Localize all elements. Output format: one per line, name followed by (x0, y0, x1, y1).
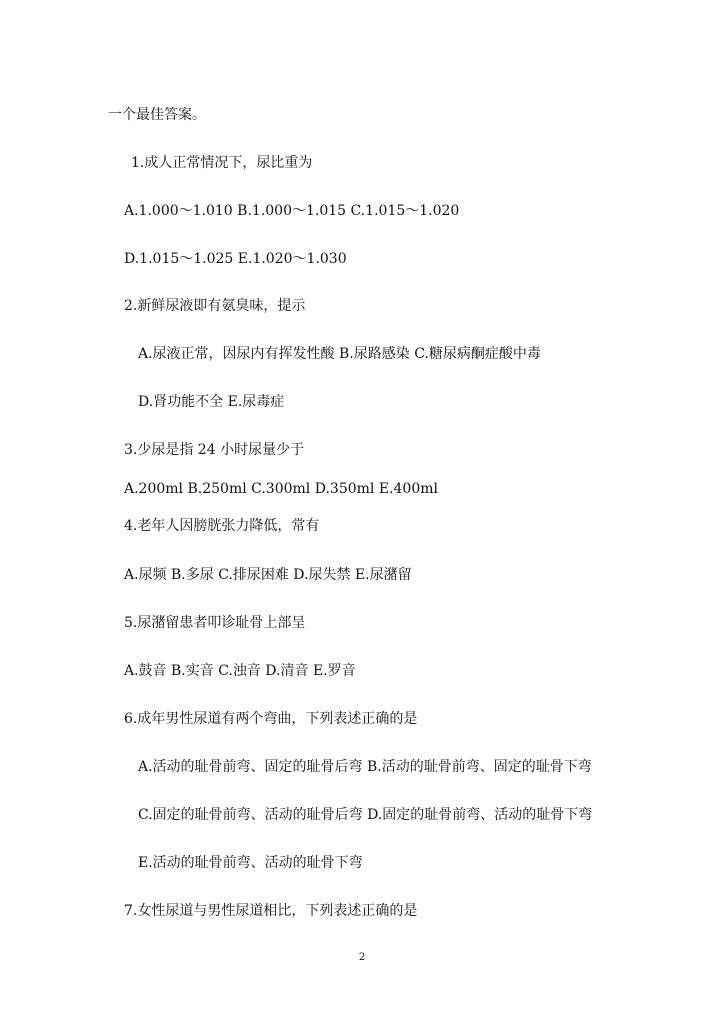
question-6-option-e: E.活动的耻骨前弯、活动的耻骨下弯 (138, 855, 363, 871)
question-7: 7.女性尿道与男性尿道相比，下列表述正确的是 (124, 903, 418, 919)
question-2: 2.新鲜尿液即有氨臭味，提示 (124, 298, 306, 314)
question-3-options: A.200ml B.250ml C.300ml D.350ml E.400ml (124, 481, 438, 497)
page-number: 2 (358, 952, 366, 963)
question-5-options: A.鼓音 B.实音 C.浊音 D.清音 E.罗音 (124, 663, 356, 679)
question-2-options-a-c: A.尿液正常，因尿内有挥发性酸 B.尿路感染 C.糖尿病酮症酸中毒 (138, 346, 541, 362)
question-1: 1.成人正常情况下，尿比重为 (131, 155, 313, 171)
question-3: 3.少尿是指 24 小时尿量少于 (124, 442, 305, 458)
question-5: 5.尿潴留患者叩诊耻骨上部呈 (124, 615, 306, 631)
question-4-options: A.尿频 B.多尿 C.排尿困难 D.尿失禁 E.尿潴留 (124, 567, 412, 583)
question-2-options-d-e: D.肾功能不全 E.尿毒症 (138, 394, 285, 410)
question-6: 6.成年男性尿道有两个弯曲，下列表述正确的是 (124, 711, 418, 727)
question-1-options-a-c: A.1.000～1.010 B.1.000～1.015 C.1.015～1.020 (124, 203, 460, 219)
question-1-options-d-e: D.1.015～1.025 E.1.020～1.030 (124, 251, 347, 267)
question-6-options-c-d: C.固定的耻骨前弯、活动的耻骨后弯 D.固定的耻骨前弯、活动的耻骨下弯 (138, 807, 593, 823)
question-6-options-a-b: A.活动的耻骨前弯、固定的耻骨后弯 B.活动的耻骨前弯、固定的耻骨下弯 (138, 759, 592, 775)
section-instruction: 一个最佳答案。 (108, 107, 206, 123)
question-4: 4.老年人因膀胱张力降低，常有 (124, 518, 320, 534)
